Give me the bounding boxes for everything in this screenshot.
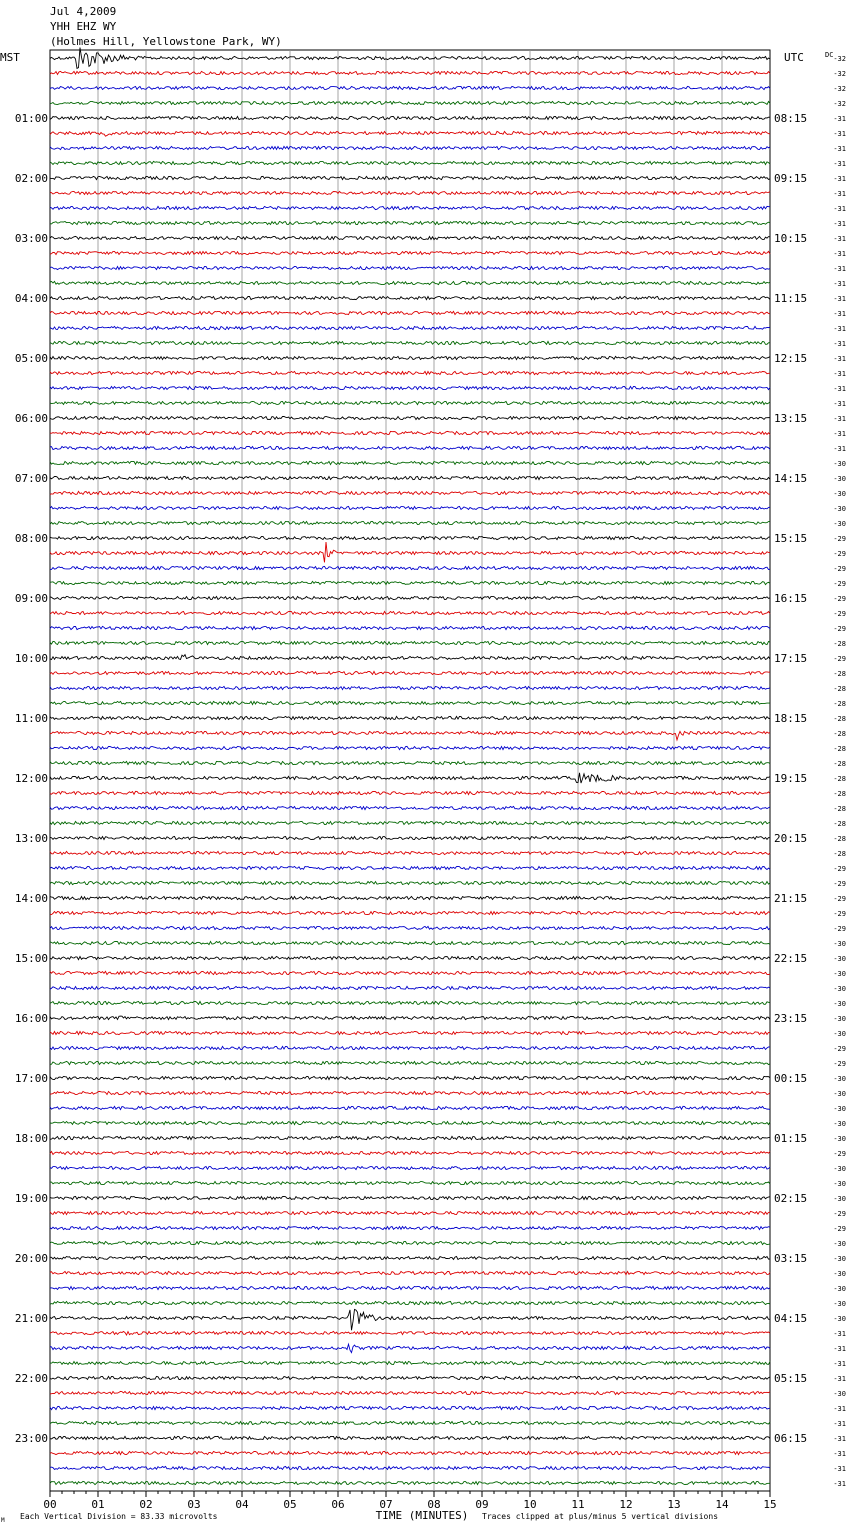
trace-line: [50, 1436, 770, 1439]
hour-label-right: 19:15: [774, 772, 808, 785]
dc-offset-label: -31: [833, 280, 846, 288]
dc-offset-label: -31: [833, 1375, 846, 1383]
x-tick-label: 05: [283, 1498, 297, 1511]
hour-label-right: 22:15: [774, 952, 808, 965]
trace-line: [50, 1001, 770, 1004]
hour-label-left: 22:00: [14, 1372, 48, 1385]
chart-location: (Holmes Hill, Yellowstone Park, WY): [50, 35, 282, 48]
dc-offset-label: -29: [833, 535, 846, 543]
hour-label-right: 13:15: [774, 412, 808, 425]
dc-offset-label: -29: [833, 565, 846, 573]
dc-offset-label: -30: [833, 1270, 846, 1278]
dc-header-label: DC: [825, 51, 834, 59]
dc-offset-label: -29: [833, 1045, 846, 1053]
hour-label-right: 02:15: [774, 1192, 808, 1205]
hour-label-left: 18:00: [14, 1132, 48, 1145]
hour-label-left: 17:00: [14, 1072, 48, 1085]
trace-line: [50, 731, 770, 740]
trace-line: [50, 101, 770, 104]
trace-line: [50, 926, 770, 929]
trace-line: [50, 221, 770, 224]
trace-line: [50, 641, 770, 644]
dc-offset-label: -30: [833, 505, 846, 513]
trace-line: [50, 86, 770, 89]
x-tick-label: 08: [427, 1498, 441, 1511]
trace-line: [50, 251, 770, 254]
trace-line: [50, 896, 770, 899]
dc-offset-label: -31: [833, 1420, 846, 1428]
x-tick-label: 07: [379, 1498, 393, 1511]
trace-line: [50, 326, 770, 329]
trace-line: [50, 941, 770, 944]
dc-offset-label: -31: [833, 115, 846, 123]
trace-line: [50, 206, 770, 209]
x-tick-label: 01: [91, 1498, 105, 1511]
hour-label-left: 03:00: [14, 232, 48, 245]
dc-offset-label: -30: [833, 1195, 846, 1203]
x-tick-label: 15: [763, 1498, 777, 1511]
x-tick-label: 00: [43, 1498, 57, 1511]
trace-line: [50, 1016, 770, 1019]
trace-line: [50, 716, 770, 719]
hour-label-left: 12:00: [14, 772, 48, 785]
trace-line: [50, 836, 770, 839]
hour-label-right: 06:15: [774, 1432, 808, 1445]
trace-line: [50, 1106, 770, 1109]
dc-offset-label: -29: [833, 865, 846, 873]
dc-offset-label: -28: [833, 745, 846, 753]
trace-line: [50, 1166, 770, 1169]
trace-line: [50, 1046, 770, 1049]
trace-line: [50, 746, 770, 749]
hour-label-left: 23:00: [14, 1432, 48, 1445]
dc-offset-label: -30: [833, 490, 846, 498]
trace-line: [50, 296, 770, 299]
dc-offset-label: -30: [833, 1135, 846, 1143]
trace-line: [50, 1271, 770, 1274]
hour-label-right: 21:15: [774, 892, 808, 905]
dc-offset-label: -31: [833, 340, 846, 348]
hour-label-left: 02:00: [14, 172, 48, 185]
dc-offset-label: -29: [833, 625, 846, 633]
hour-label-right: 18:15: [774, 712, 808, 725]
division-note: Each Vertical Division = 83.33 microvolts: [20, 1512, 218, 1521]
trace-line: [50, 1061, 770, 1064]
hour-label-right: 20:15: [774, 832, 808, 845]
trace-line: [50, 386, 770, 389]
dc-offset-label: -28: [833, 850, 846, 858]
dc-offset-label: -31: [833, 1330, 846, 1338]
trace-line: [50, 701, 770, 704]
dc-offset-label: -31: [833, 1465, 846, 1473]
trace-line: [50, 371, 770, 374]
trace-line: [50, 611, 770, 614]
x-tick-label: 02: [139, 1498, 153, 1511]
dc-offset-label: -28: [833, 775, 846, 783]
chart-station: YHH EHZ WY: [50, 20, 117, 33]
chart-date: Jul 4,2009: [50, 5, 117, 18]
dc-offset-label: -31: [833, 1480, 846, 1488]
trace-line: [50, 1196, 770, 1199]
dc-offset-label: -30: [833, 1075, 846, 1083]
dc-offset-label: -31: [833, 130, 846, 138]
dc-offset-label: -29: [833, 1060, 846, 1068]
hour-label-left: 06:00: [14, 412, 48, 425]
trace-line: [50, 971, 770, 974]
dc-offset-label: -31: [833, 430, 846, 438]
trace-line: [50, 806, 770, 809]
dc-offset-label: -30: [833, 1105, 846, 1113]
dc-offset-label: -31: [833, 295, 846, 303]
dc-offset-label: -31: [833, 145, 846, 153]
trace-line: [50, 71, 770, 74]
dc-offset-label: -29: [833, 880, 846, 888]
dc-offset-label: -29: [833, 895, 846, 903]
dc-offset-label: -32: [833, 85, 846, 93]
hour-label-left: 13:00: [14, 832, 48, 845]
trace-line: [50, 671, 770, 674]
trace-line: [50, 851, 770, 854]
dc-offset-label: -30: [833, 940, 846, 948]
trace-line: [50, 1121, 770, 1124]
dc-offset-label: -31: [833, 1360, 846, 1368]
hour-label-left: 19:00: [14, 1192, 48, 1205]
dc-offset-label: -30: [833, 1090, 846, 1098]
trace-line: [50, 281, 770, 284]
hour-label-right: 14:15: [774, 472, 808, 485]
hour-label-left: 01:00: [14, 112, 48, 125]
trace-line: [50, 542, 770, 562]
trace-line: [50, 491, 770, 494]
trace-line: [50, 341, 770, 344]
dc-offset-label: -30: [833, 520, 846, 528]
timezone-right: UTC: [784, 51, 804, 64]
hour-label-left: 16:00: [14, 1012, 48, 1025]
dc-offset-label: -31: [833, 1450, 846, 1458]
dc-offset-label: -29: [833, 550, 846, 558]
trace-line: [50, 1256, 770, 1259]
hour-label-right: 08:15: [774, 112, 808, 125]
dc-offset-label: -30: [833, 475, 846, 483]
trace-line: [50, 1376, 770, 1379]
trace-line: [50, 191, 770, 194]
dc-offset-label: -28: [833, 670, 846, 678]
trace-line: [50, 1286, 770, 1289]
hour-label-left: 11:00: [14, 712, 48, 725]
trace-line: [50, 1076, 770, 1079]
x-tick-label: 11: [571, 1498, 585, 1511]
dc-offset-label: -28: [833, 730, 846, 738]
dc-offset-label: -28: [833, 835, 846, 843]
dc-offset-label: -30: [833, 1285, 846, 1293]
dc-offset-label: -30: [833, 1180, 846, 1188]
trace-line: [50, 401, 770, 404]
dc-offset-label: -30: [833, 1315, 846, 1323]
hour-label-right: 05:15: [774, 1372, 808, 1385]
dc-offset-label: -30: [833, 1390, 846, 1398]
trace-line: [50, 461, 770, 464]
dc-offset-label: -31: [833, 205, 846, 213]
hour-label-right: 11:15: [774, 292, 808, 305]
trace-line: [50, 821, 770, 824]
trace-line: [50, 626, 770, 629]
dc-offset-label: -31: [833, 1405, 846, 1413]
x-tick-label: 13: [667, 1498, 681, 1511]
x-tick-label: 10: [523, 1498, 537, 1511]
trace-line: [50, 1344, 770, 1352]
x-axis-title: TIME (MINUTES): [375, 1509, 469, 1522]
trace-line: [50, 161, 770, 164]
trace-line: [50, 146, 770, 149]
trace-line: [50, 911, 770, 914]
x-tick-label: 06: [331, 1498, 345, 1511]
trace-line: [50, 1451, 770, 1454]
dc-offset-label: -30: [833, 1165, 846, 1173]
trace-line: [50, 446, 770, 449]
trace-line: [50, 1091, 770, 1094]
dc-offset-label: -31: [833, 415, 846, 423]
hour-label-left: 08:00: [14, 532, 48, 545]
hour-label-left: 05:00: [14, 352, 48, 365]
trace-line: [50, 1309, 770, 1330]
dc-offset-label: -29: [833, 580, 846, 588]
dc-offset-label: -31: [833, 235, 846, 243]
trace-line: [50, 1331, 770, 1335]
trace-line: [50, 791, 770, 794]
trace-line: [50, 1241, 770, 1244]
dc-offset-label: -31: [833, 385, 846, 393]
hour-label-right: 12:15: [774, 352, 808, 365]
dc-offset-label: -28: [833, 805, 846, 813]
dc-offset-label: -31: [833, 400, 846, 408]
dc-offset-label: -32: [833, 55, 846, 63]
trace-line: [50, 1391, 770, 1394]
dc-offset-label: -30: [833, 1240, 846, 1248]
trace-line: [50, 476, 770, 479]
dc-offset-label: -29: [833, 595, 846, 603]
corner-mark: M: [1, 1517, 5, 1524]
dc-offset-label: -30: [833, 1030, 846, 1038]
hour-label-right: 00:15: [774, 1072, 808, 1085]
trace-line: [50, 176, 770, 179]
dc-offset-label: -31: [833, 1345, 846, 1353]
dc-offset-label: -30: [833, 970, 846, 978]
dc-offset-label: -29: [833, 610, 846, 618]
trace-line: [50, 1211, 770, 1214]
trace-line: [50, 1226, 770, 1229]
trace-line: [50, 773, 770, 783]
dc-offset-label: -31: [833, 445, 846, 453]
hour-label-left: 10:00: [14, 652, 48, 665]
trace-line: [50, 655, 770, 660]
trace-line: [50, 1181, 770, 1184]
dc-offset-label: -29: [833, 925, 846, 933]
trace-line: [50, 881, 770, 884]
dc-offset-label: -29: [833, 1210, 846, 1218]
hour-label-right: 10:15: [774, 232, 808, 245]
dc-offset-label: -31: [833, 265, 846, 273]
x-tick-label: 04: [235, 1498, 249, 1511]
x-tick-label: 12: [619, 1498, 633, 1511]
dc-offset-label: -31: [833, 220, 846, 228]
trace-line: [50, 1301, 770, 1304]
dc-offset-label: -31: [833, 370, 846, 378]
dc-offset-label: -31: [833, 250, 846, 258]
dc-offset-label: -28: [833, 685, 846, 693]
dc-offset-label: -28: [833, 760, 846, 768]
trace-line: [50, 986, 770, 989]
trace-line: [50, 431, 770, 434]
dc-offset-label: -32: [833, 100, 846, 108]
hour-label-right: 09:15: [774, 172, 808, 185]
dc-offset-label: -30: [833, 1015, 846, 1023]
hour-label-left: 09:00: [14, 592, 48, 605]
dc-offset-label: -32: [833, 70, 846, 78]
trace-line: [50, 416, 770, 419]
x-tick-label: 14: [715, 1498, 729, 1511]
trace-line: [50, 596, 770, 599]
hour-label-right: 15:15: [774, 532, 808, 545]
trace-line: [50, 1466, 770, 1469]
trace-line: [50, 1361, 770, 1364]
trace-line: [50, 311, 770, 314]
trace-line: [50, 1151, 770, 1154]
x-tick-label: 09: [475, 1498, 489, 1511]
dc-offset-label: -30: [833, 955, 846, 963]
dc-offset-label: -31: [833, 190, 846, 198]
trace-line: [50, 1421, 770, 1424]
dc-offset-label: -31: [833, 1435, 846, 1443]
dc-offset-label: -28: [833, 715, 846, 723]
dc-offset-label: -28: [833, 700, 846, 708]
hour-label-left: 07:00: [14, 472, 48, 485]
trace-line: [50, 761, 770, 764]
hour-label-right: 01:15: [774, 1132, 808, 1145]
trace-line: [50, 48, 770, 69]
dc-offset-label: -31: [833, 175, 846, 183]
hour-label-left: 21:00: [14, 1312, 48, 1325]
dc-offset-label: -29: [833, 1225, 846, 1233]
timezone-left: MST: [0, 51, 20, 64]
trace-line: [50, 521, 770, 524]
trace-line: [50, 356, 770, 359]
dc-offset-label: -28: [833, 790, 846, 798]
hour-label-right: 03:15: [774, 1252, 808, 1265]
clip-note: Traces clipped at plus/minus 5 vertical divisions: [482, 1512, 719, 1521]
dc-offset-label: -28: [833, 820, 846, 828]
hour-label-right: 23:15: [774, 1012, 808, 1025]
trace-line: [50, 566, 770, 569]
dc-offset-label: -29: [833, 1150, 846, 1158]
dc-offset-label: -29: [833, 655, 846, 663]
trace-line: [50, 956, 770, 959]
trace-line: [50, 1406, 770, 1409]
hour-label-right: 04:15: [774, 1312, 808, 1325]
trace-line: [50, 1136, 770, 1139]
hour-label-right: 16:15: [774, 592, 808, 605]
dc-offset-label: -30: [833, 460, 846, 468]
x-tick-label: 03: [187, 1498, 201, 1511]
trace-line: [50, 581, 770, 584]
hour-label-left: 15:00: [14, 952, 48, 965]
trace-line: [50, 536, 770, 539]
dc-offset-label: -30: [833, 1000, 846, 1008]
trace-line: [50, 1481, 770, 1484]
dc-offset-label: -30: [833, 1255, 846, 1263]
trace-line: [50, 506, 770, 509]
dc-offset-label: -30: [833, 1120, 846, 1128]
trace-line: [50, 866, 770, 869]
trace-line: [50, 686, 770, 689]
hour-label-left: 20:00: [14, 1252, 48, 1265]
dc-offset-label: -30: [833, 1300, 846, 1308]
trace-line: [50, 266, 770, 269]
dc-offset-label: -29: [833, 910, 846, 918]
dc-offset-label: -31: [833, 310, 846, 318]
trace-line: [50, 236, 770, 239]
dc-offset-label: -31: [833, 160, 846, 168]
trace-line: [50, 131, 770, 136]
dc-offset-label: -31: [833, 355, 846, 363]
hour-label-right: 17:15: [774, 652, 808, 665]
hour-label-left: 14:00: [14, 892, 48, 905]
dc-offset-label: -28: [833, 640, 846, 648]
trace-line: [50, 116, 770, 119]
trace-line: [50, 1031, 770, 1034]
dc-offset-label: -30: [833, 985, 846, 993]
hour-label-left: 04:00: [14, 292, 48, 305]
dc-offset-label: -31: [833, 325, 846, 333]
